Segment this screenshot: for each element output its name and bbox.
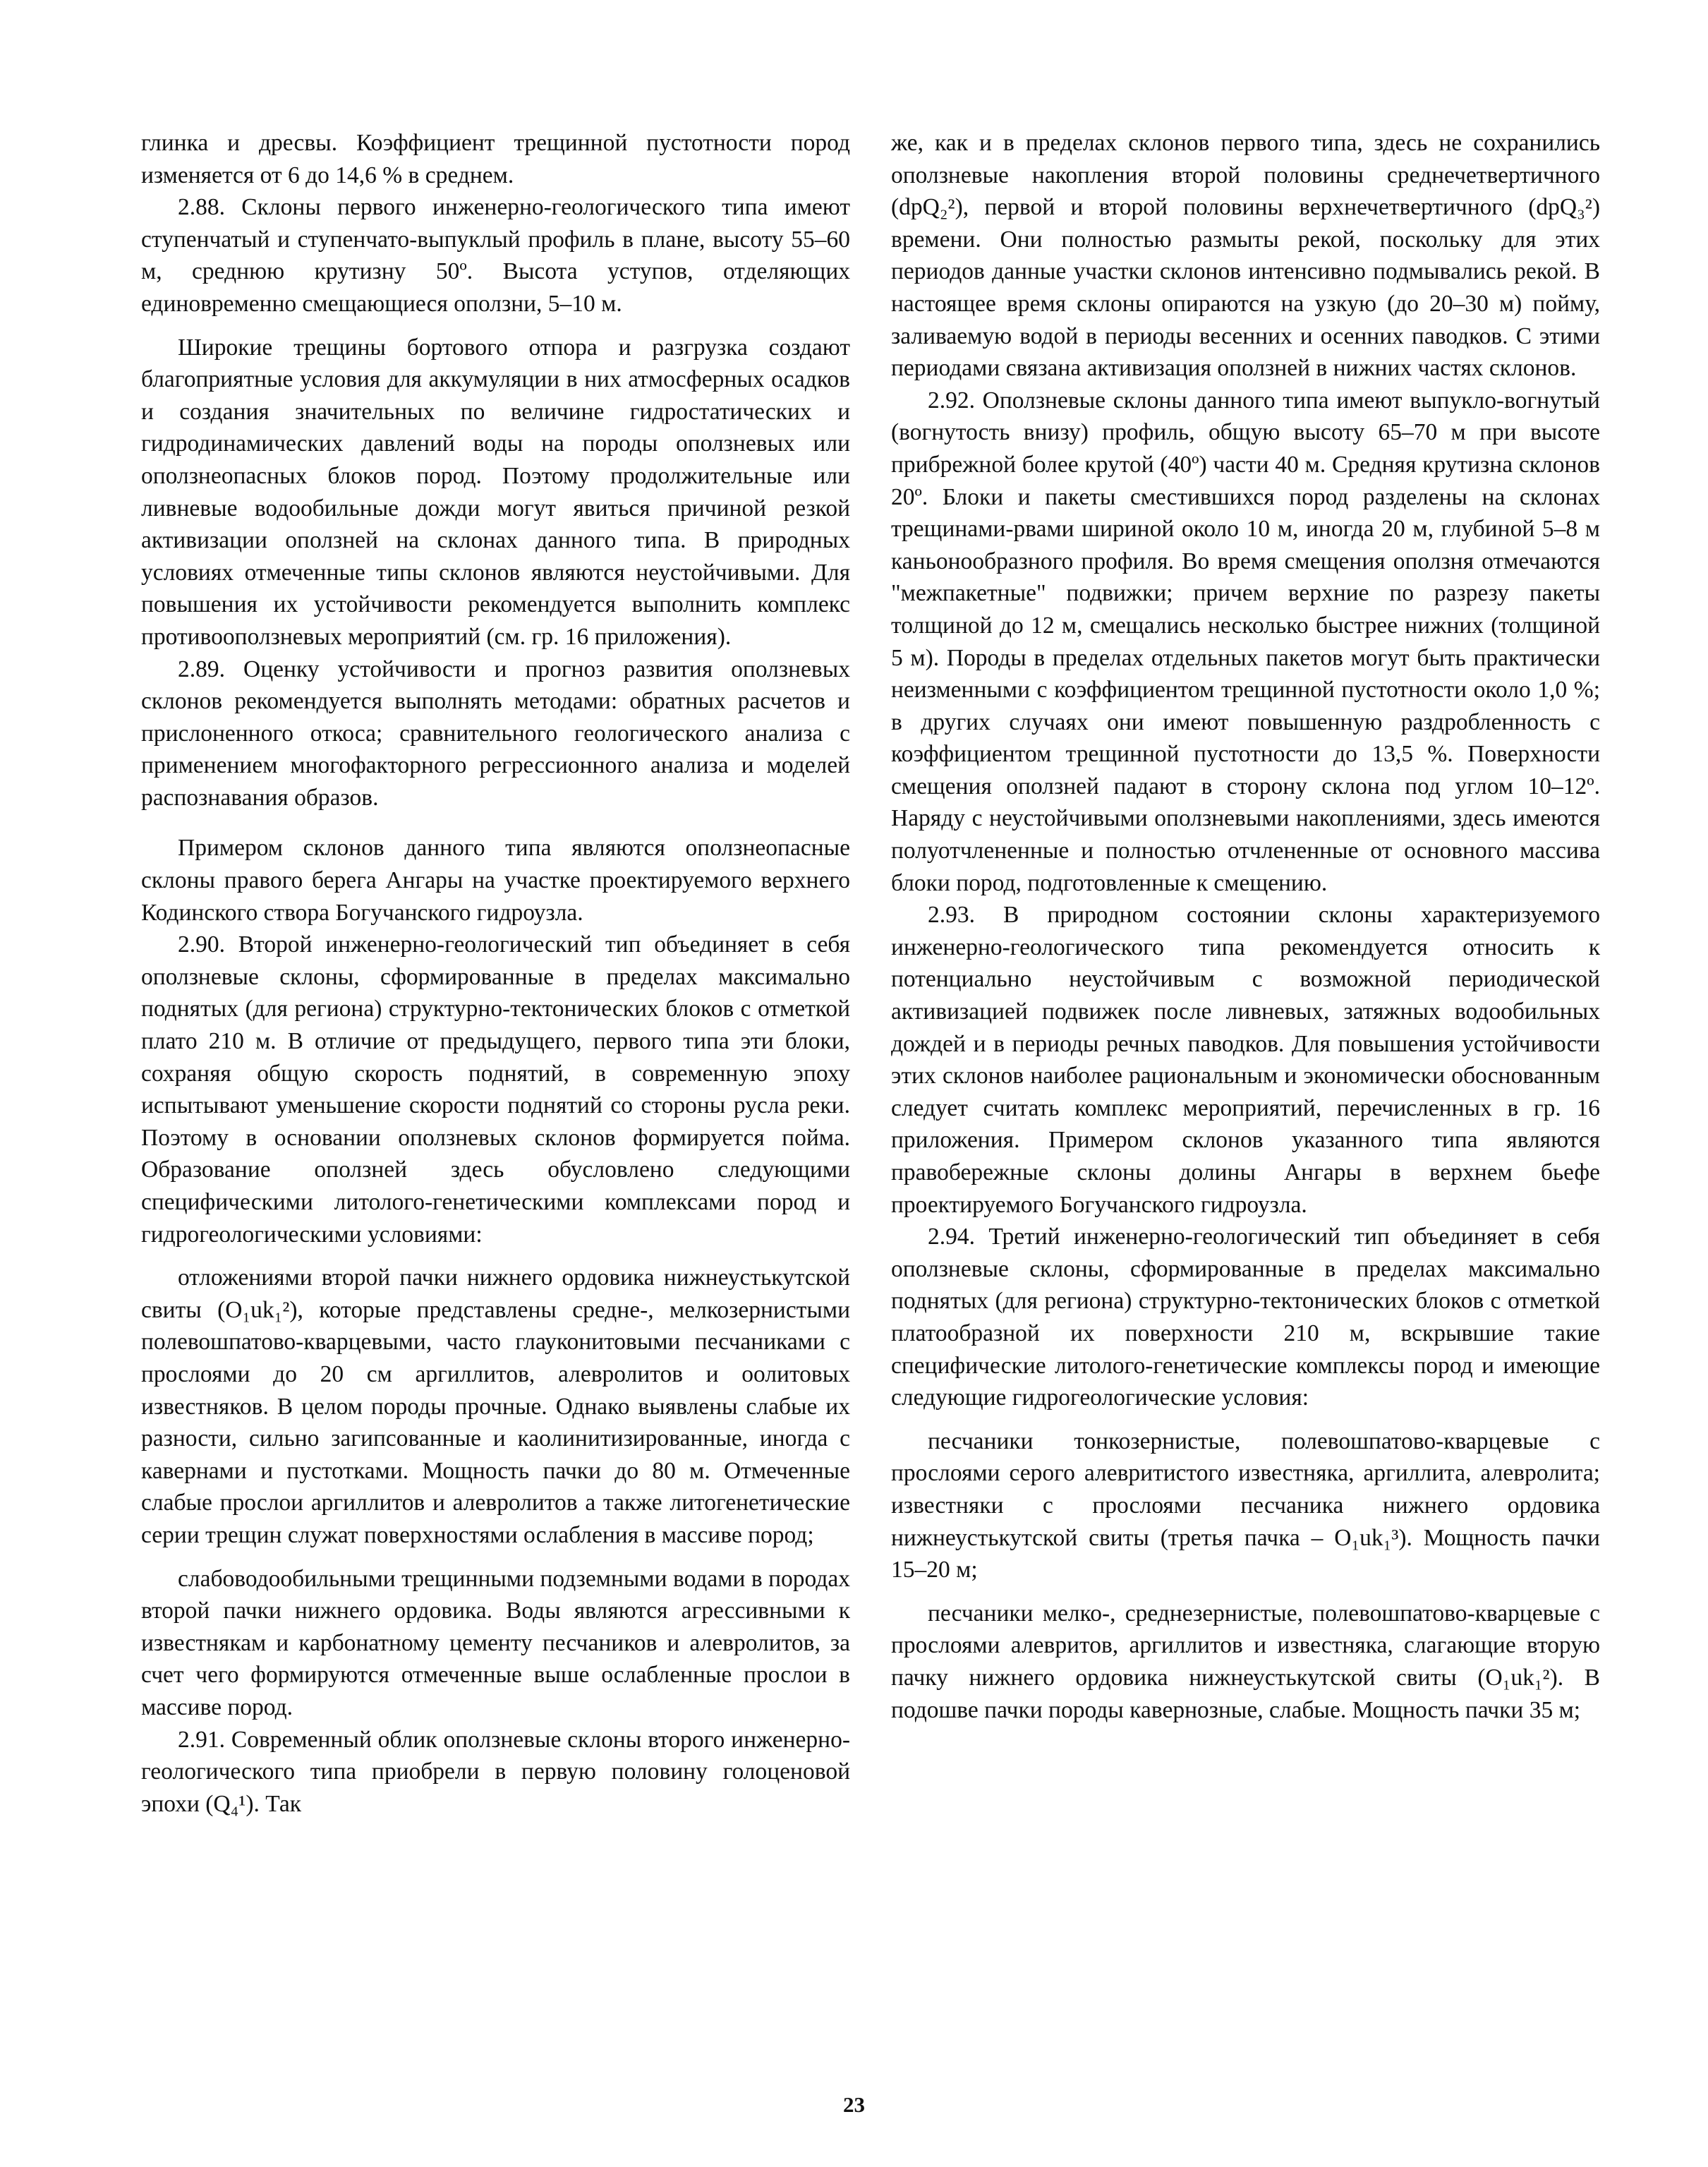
paragraph-2-94: 2.94. Третий инженерно-геологический тип объединяет в себя оползневые склоны, сформированные в пределах максимально поднятых (для региона) структурно-тектонических блоков с отметкой платообразной их поверхности 210 м, вскрывшие такие специфические литолого-генетические комплексы пород и имеющие следующие гидрогеологические условия: (891, 1224, 1600, 1411)
paragraph-list-item: отложениями второй пачки нижнего ордовика нижнеустькутской свиты (O₁uk₁²), которые представлены средне-, мелкозернистыми полевошпатово-кварцевыми, часто глауконитовыми песчаниками с прослоями до 20 см аргиллитов, алевролитов и оолитовых известняков. В целом породы прочные. Однако выявлены слабые их разности, сильно загипсованные и каолинитизированные, иногда с кавернами и пустотками. Мощность пачки до 80 м. Отмеченные слабые прослои аргиллитов и алевролитов а также литогенетические серии трещин служат поверхностями ослабления в массиве пород; (141, 1264, 850, 1548)
paragraph-2-92: 2.92. Оползневые склоны данного типа имеют выпукло-вогнутый (вогнутость внизу) профиль, общую высоту 65–70 м при высоте прибрежной более крутой (40º) части 40 м. Средняя крутизна склонов 20º. Блоки и пакеты сместившихся пород разделены на склонах трещинами-рвами шириной около 10 м, иногда 20 м, глубиной 5–8 м каньонообразного профиля. Во время смещения оползня отмечаются "межпакетные" подвижки; причем верхние по разрезу пакеты толщиной до 12 м, смещались несколько быстрее нижних (толщиной 5 м). Породы в пределах отдельных пакетов могут быть практически неизменными с коэффициентом трещинной пустотности около 1,0 %; в других случаях они имеют повышенную раздробленность с коэффициентом трещинной пустотности до 13,5 %. Поверхности смещения оползней падают в сторону склона под углом 10–12º. Наряду с неустойчивыми оползневыми накоплениями, здесь имеются полуотчлененные и полностью отчлененные от основного массива блоки пород, подготовленные к смещению. (891, 387, 1600, 896)
paragraph: глинка и дресвы. Коэффициент трещинной пустотности пород изменяется от 6 до 14,6 % в среднем. (141, 130, 850, 188)
paragraph-list-item: песчаники тонкозернистые, полевошпатово-кварцевые с прослоями серого алевритистого известняка, аргиллита, алевролита; известняки с прослоями песчаника нижнего ордовика нижнеустькутской свиты (третья пачка – O₁uk₁³). Мощность пачки 15–20 м; (891, 1427, 1600, 1583)
paragraph-2-90: 2.90. Второй инженерно-геологический тип объединяет в себя оползневые склоны, сформированные в пределах максимально поднятых (для региона) структурно-тектонических блоков с отметкой плато 210 м. В отличие от предыдущего, первого типа эти блоки, сохраняя общую скорость поднятий, в современную эпоху испытывают уменьшение скорости поднятий со стороны русла реки. Поэтому в основании оползневых склонов формируется пойма. Образование оползней здесь обусловлено следующими специфическими литолого-генетическими комплексами пород и гидрогеологическими условиями: (141, 931, 850, 1248)
paragraph: Широкие трещины бортового отпора и разгрузка создают благоприятные условия для аккумуляции в них атмосферных осадков и создания значительных по величине гидростатических и гидродинамических давлений воды на породы оползневых или оползнеопасных блоков пород. Поэтому продолжительные или ливневые водообильные дожди могут явиться причиной резкой активизации оползней на склонах данного типа. В природных условиях отмеченные типы склонов являются неустойчивыми. Для повышения их устойчивости рекомендуется выполнить комплекс противооползневых мероприятий (см. гр. 16 приложения). (141, 334, 850, 650)
paragraph-continued: же, как и в пределах склонов первого типа, здесь не сохранились оползневые накопления второй половины среднечетвертичного (dpQ₂²), первой и второй половины верхнечетвертичного (dpQ₃²) времени. Они полностью размыты рекой, поскольку для этих периодов данные участки склонов интенсивно подмывались рекой. В настоящее время склоны опираются на узкую (до 20–30 м) пойму, заливаемую водой в периоды весенних и осенних паводков. С этими периодами связана активизация оползней в нижних частях склонов. (891, 130, 1600, 382)
paragraph-2-89: 2.89. Оценку устойчивости и прогноз развития оползневых склонов рекомендуется выполнять методами: обратных расчетов и прислоненного откоса; сравнительного геологического анализа с применением многофакторного регрессионного анализа и моделей распознавания образов. (141, 656, 850, 811)
paragraph-2-91: 2.91. Современный облик оползневые склоны второго инженерно-геологического типа приобрели в первую половину голоценовой эпохи (Q₄¹). Так (141, 1726, 850, 1817)
paragraph-2-88: 2.88. Склоны первого инженерно-геологического типа имеют ступенчатый и ступенчато-выпуклый профиль в плане, высоту 55–60 м, среднюю крутизну 50º. Высота уступов, отделяющих единовременно смещающиеся оползни, 5–10 м. (141, 194, 850, 317)
paragraph-2-93: 2.93. В природном состоянии склоны характеризуемого инженерно-геологического типа рекомендуется относить к потенциально неустойчивым с возможной периодической активизацией подвижек после ливневых, затяжных водообильных дождей и в периоды речных паводков. Для повышения устойчивости этих склонов наиболее рациональным и экономически обоснованным следует считать комплекс мероприятий, перечисленных в гр. 16 приложения. Примером склонов указанного типа являются правобережные склоны долины Ангары в верхнем бьефе проектируемого Богучанского гидроузла. (891, 902, 1600, 1218)
left-column (141, 127, 850, 1820)
paragraph-list-item: песчаники мелко-, среднезернистые, полевошпатово-кварцевые с прослоями алевритов, аргиллитов и известняка, слагающие вторую пачку нижнего ордовика нижнеустькутской свиты (O₁uk₁²). В подошве пачки породы кавернозные, слабые. Мощность пачки 35 м; (891, 1600, 1600, 1723)
paragraph-list-item: слабоводообильными трещинными подземными водами в породах второй пачки нижнего ордовика. Воды являются агрессивными к известнякам и карбонатному цементу песчаников и алевролитов, за счет чего формируются отмеченные выше ослабленные прослои в массиве пород. (141, 1565, 850, 1720)
page-number: 23 (843, 2092, 865, 2117)
paragraph-example: Примером склонов данного типа являются оползнеопасные склоны правого берега Ангары на участке проектируемого верхнего Кодинского створа Богучанского гидроузла. (141, 835, 850, 926)
right-column (891, 127, 1600, 1726)
